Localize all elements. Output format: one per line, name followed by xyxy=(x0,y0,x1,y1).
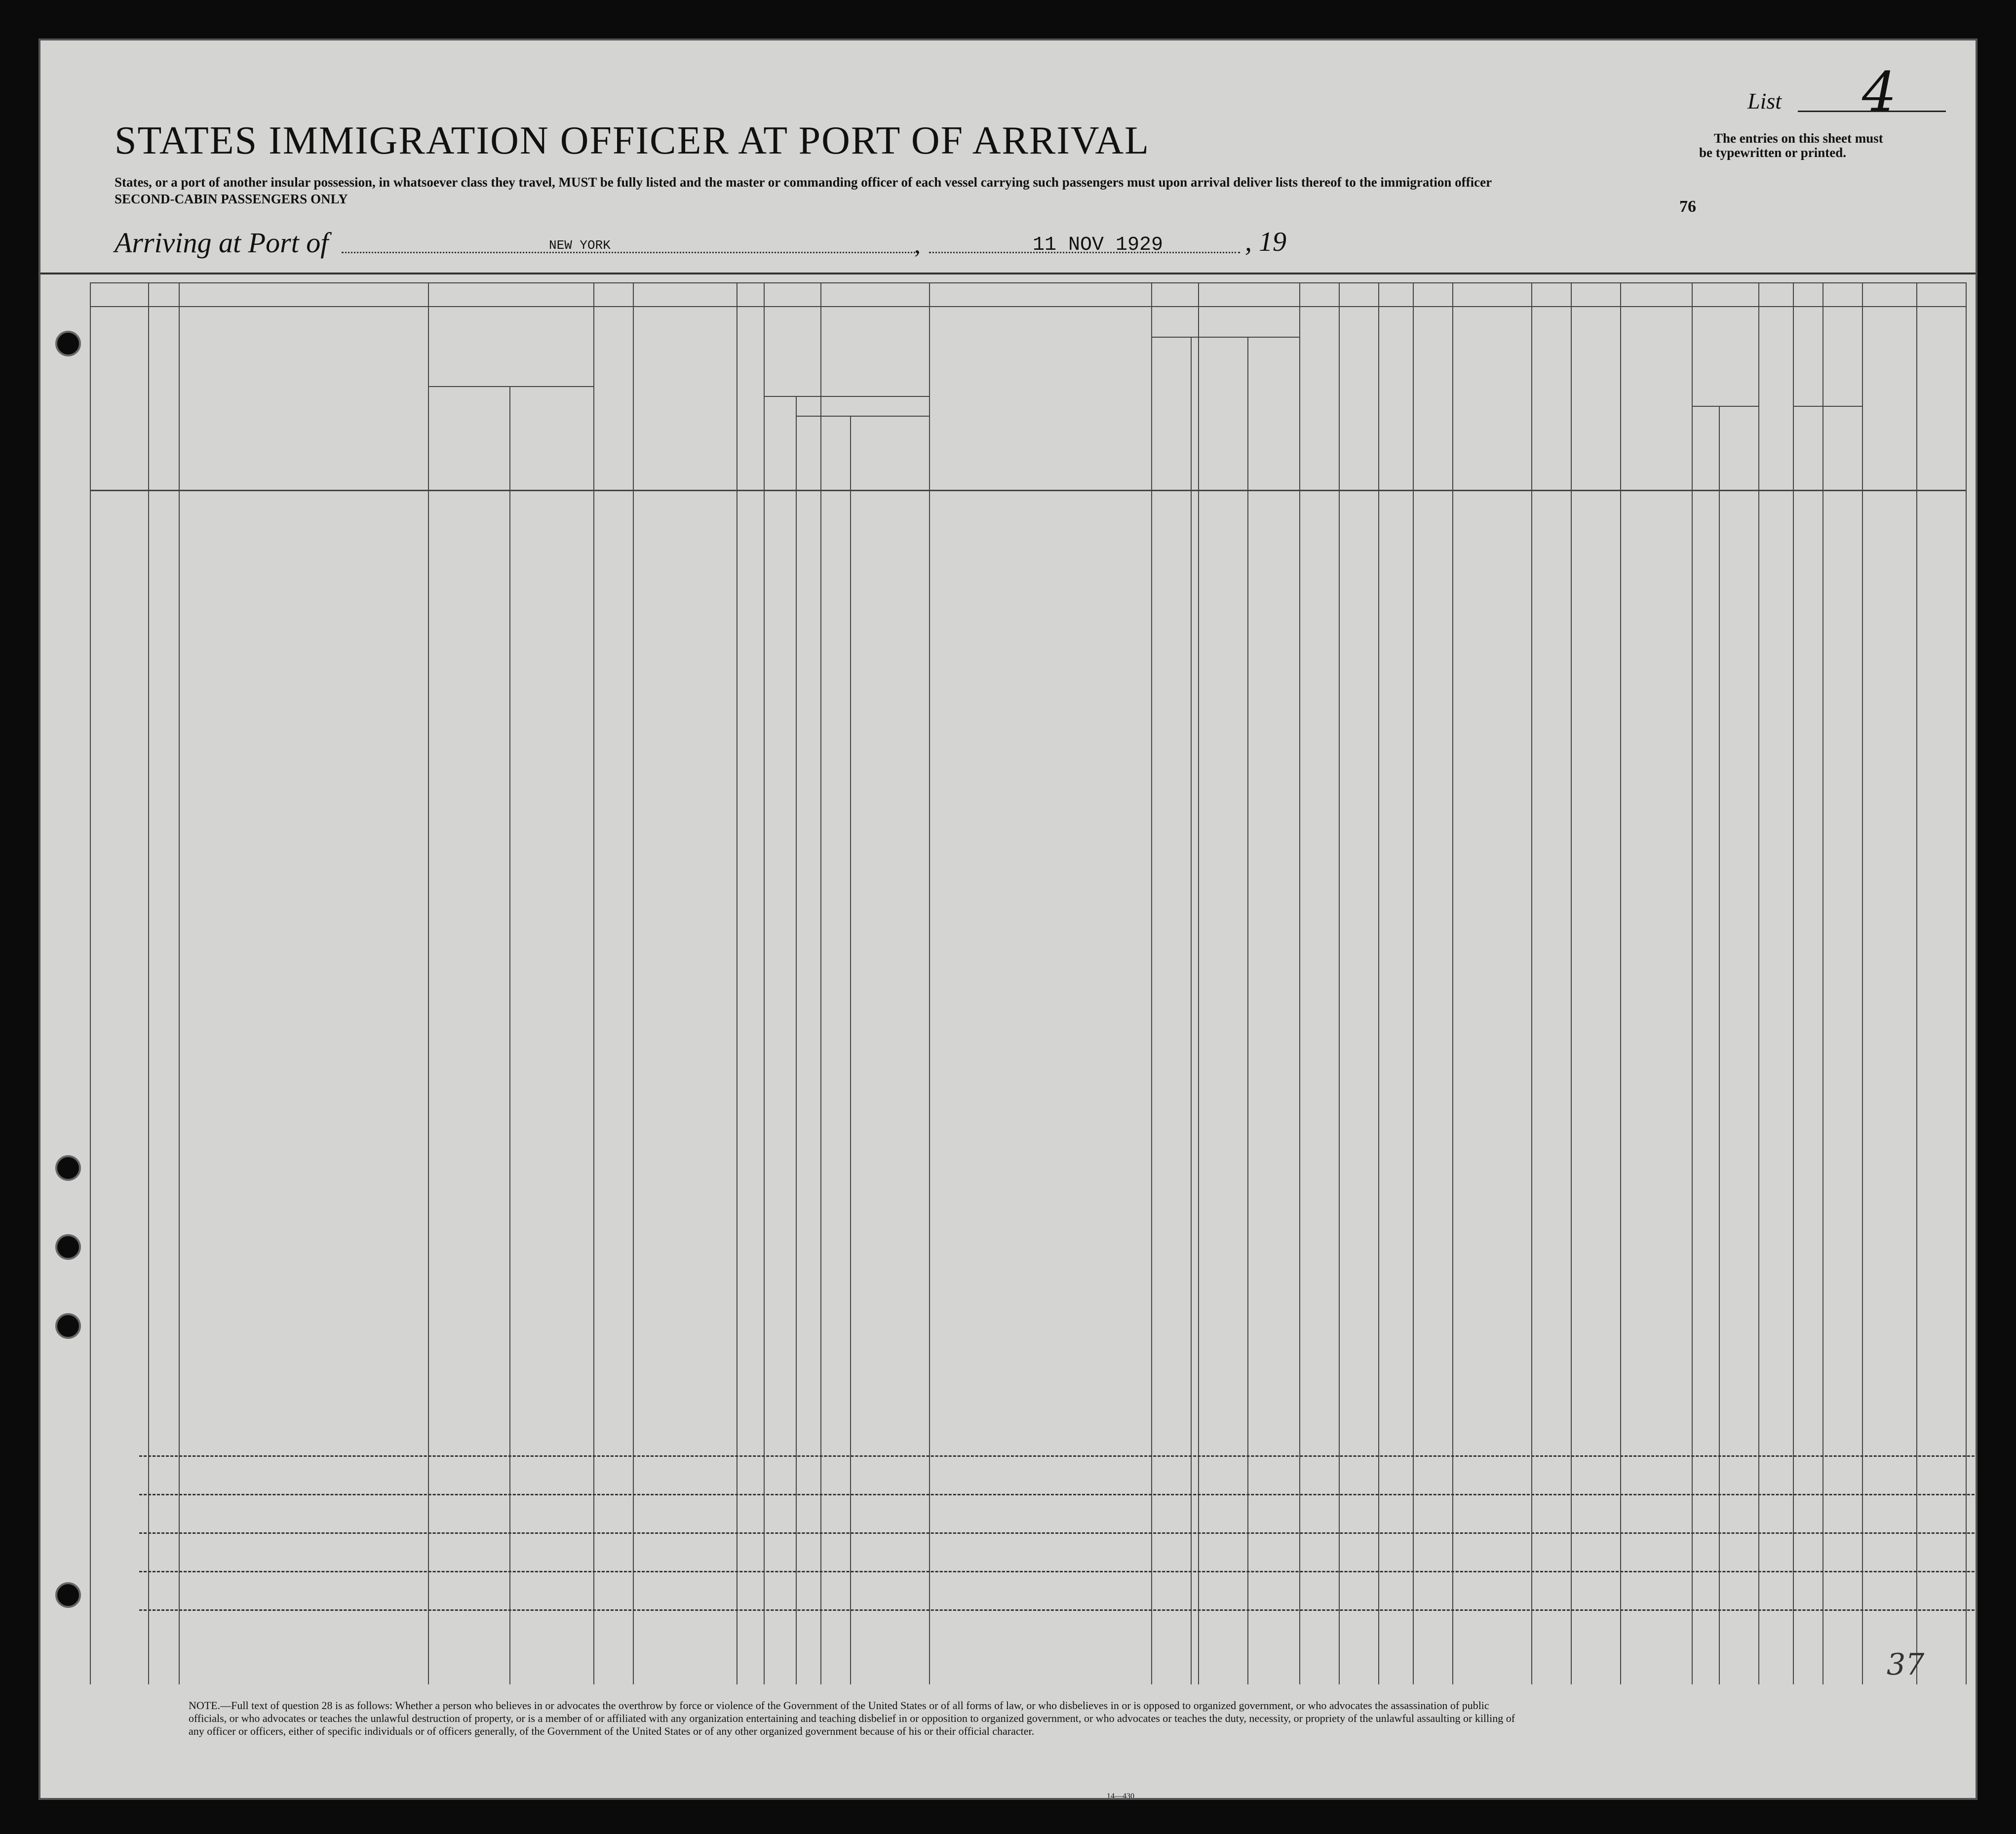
table-row xyxy=(40,1187,1976,1225)
table-row xyxy=(40,1572,1976,1610)
typewritten-notice: The entries on this sheet must xyxy=(1714,131,1883,146)
binder-hole xyxy=(55,1234,81,1260)
before-sub-rule xyxy=(764,396,929,397)
table-row xyxy=(40,648,1976,686)
table-row xyxy=(40,571,1976,609)
handwritten-total: 37 xyxy=(1887,1647,1925,1682)
header-top-rule xyxy=(90,282,1966,283)
arrival-date-stamp: 11 NOV 1929 xyxy=(1033,234,1163,256)
port-underline xyxy=(342,252,919,253)
intro-text: States, or a port of another insular possession, in whatsoever class they travel, MUST be fully listed and the master or commanding officer of each vessel carrying such passengers must upon arrival deliver lists thereof to the immigration officer xyxy=(115,175,1492,190)
header-bottom-rule xyxy=(90,490,1966,491)
column-number-rule xyxy=(90,306,1966,307)
table-row xyxy=(40,725,1976,763)
table-row xyxy=(40,1302,1976,1341)
arriving-label: Arriving at Port of xyxy=(115,227,329,259)
height-sub-rule xyxy=(1692,406,1758,407)
binder-hole xyxy=(55,1313,81,1339)
cabin-class: SECOND-CABIN PASSENGERS ONLY xyxy=(115,192,348,206)
table-row xyxy=(40,917,1976,956)
manifest-sheet xyxy=(39,39,1977,1800)
table-row xyxy=(40,1418,1976,1456)
table-row xyxy=(40,840,1976,879)
row-dashed-rule xyxy=(139,1494,1977,1495)
footnote: NOTE.—Full text of question 28 is as follows: Whether a person who believes in or advocates the overthrow by force or violence of the Government of the United States or of all forms of law, or who disbelieves in or is opposed to organized government, or who advocates the assassination of public officials, or who advocates or teaches the unlawful destruction of property, or is a member of or affiliated with any organization entertaining and teaching disbelief in or opposition to organized government, or who advocates or teaches the duty, necessity, or propriety of the unlawful assaulting or killing of any officer or officers, either of specific individuals or of officers generally, of the Government of the United States or of any other organized government because of his or their official character. xyxy=(189,1699,1515,1737)
list-label: List xyxy=(1747,88,1782,114)
header-rule xyxy=(40,273,1976,274)
table-row xyxy=(40,802,1976,840)
table-row xyxy=(40,1110,1976,1148)
port-value: NEW YORK xyxy=(549,238,611,253)
table-row xyxy=(40,1533,1976,1572)
table-row xyxy=(40,1071,1976,1110)
separator: , xyxy=(914,231,921,258)
year-label: , 19 xyxy=(1245,227,1286,257)
page-number: 76 xyxy=(1679,197,1696,216)
color-sub-rule xyxy=(1793,406,1862,407)
row-dashed-rule xyxy=(139,1571,1977,1572)
table-row xyxy=(40,956,1976,994)
table-row xyxy=(40,494,1976,532)
purpose-sub-rule xyxy=(1151,337,1299,338)
typewritten-notice-2: be typewritten or printed. xyxy=(1699,145,1846,160)
table-row xyxy=(40,1148,1976,1187)
table-row xyxy=(40,1456,1976,1495)
page-title: STATES IMMIGRATION OFFICER AT PORT OF ARRIVAL xyxy=(115,119,1150,162)
table-row xyxy=(40,1495,1976,1533)
if-yes-rule xyxy=(796,416,929,417)
table-row xyxy=(40,879,1976,917)
destination-sub-rule xyxy=(428,386,593,387)
table-row xyxy=(40,1033,1976,1071)
table-row xyxy=(40,1379,1976,1418)
table-row xyxy=(40,1610,1976,1649)
table-row xyxy=(40,763,1976,802)
table-row xyxy=(40,994,1976,1033)
table-row xyxy=(40,686,1976,725)
binder-hole xyxy=(55,331,81,356)
row-dashed-rule xyxy=(139,1609,1977,1611)
row-dashed-rule xyxy=(139,1455,1977,1457)
binder-hole xyxy=(55,1155,81,1181)
binder-hole xyxy=(55,1582,81,1608)
row-dashed-rule xyxy=(139,1532,1977,1534)
table-row xyxy=(40,1341,1976,1379)
list-number: 4 xyxy=(1862,60,1897,123)
form-number: 14—430 xyxy=(1107,1792,1134,1800)
table-row xyxy=(40,1225,1976,1264)
table-row xyxy=(40,532,1976,571)
table-row xyxy=(40,1264,1976,1302)
table-row xyxy=(40,609,1976,648)
